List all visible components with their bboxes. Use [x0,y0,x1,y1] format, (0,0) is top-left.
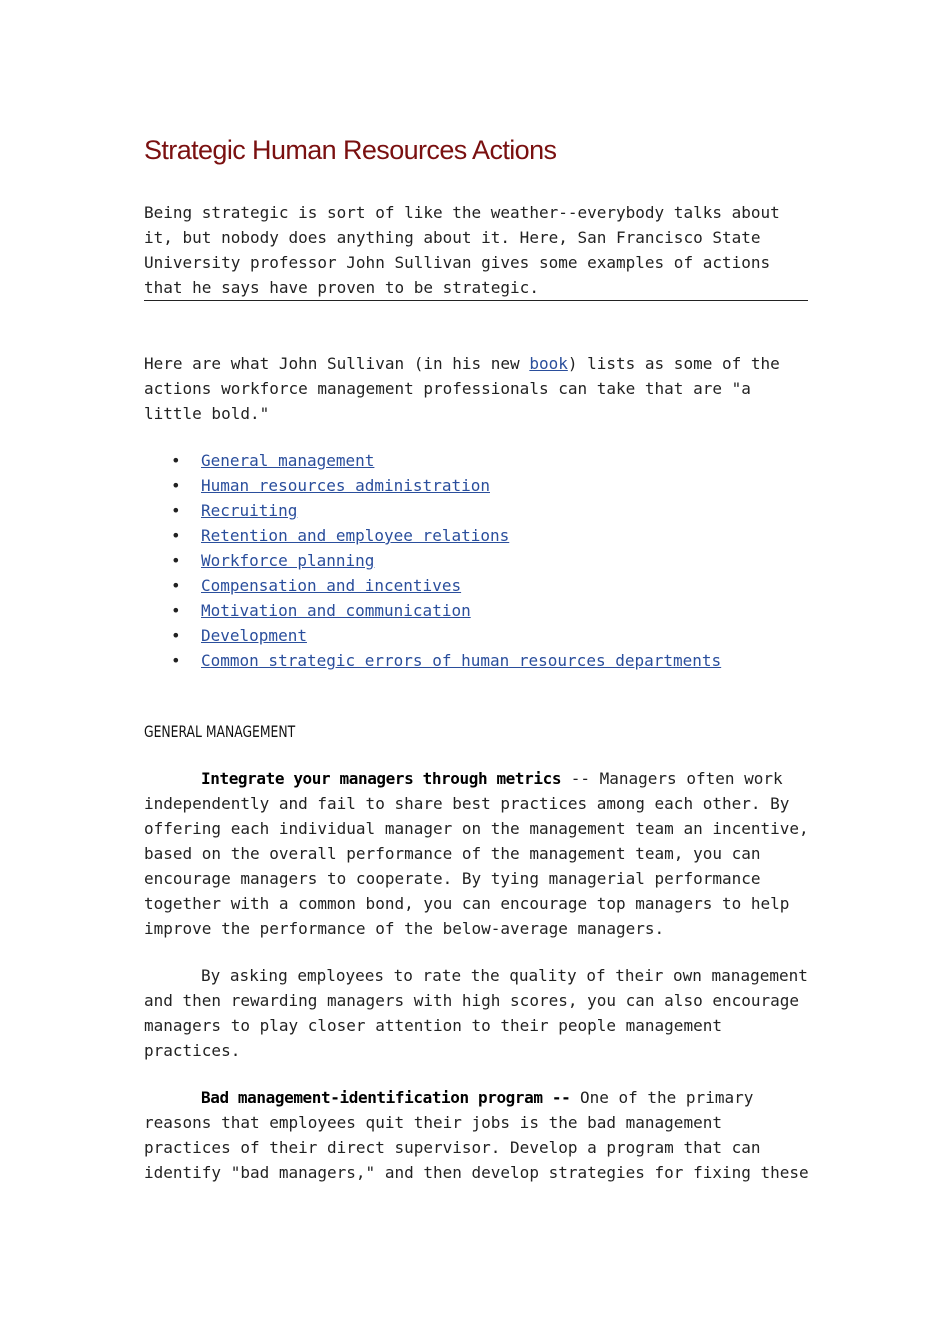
bullet-icon: • [171,476,181,495]
paragraph-line: practices. [144,1041,241,1060]
body-paragraph [144,766,808,941]
bullet-icon: • [171,651,181,670]
toc-item [144,523,808,548]
intro-paragraph [144,200,808,301]
paragraph-line: improve the performance of the below-average managers. [144,919,665,938]
toc-link-compensation[interactable]: Compensation and incentives [201,576,462,595]
paragraph-line [144,766,808,791]
section-heading: GENERAL MANAGEMENT [144,722,296,741]
paragraph-text: -- Managers often work [561,769,783,788]
toc-item [144,598,808,623]
paragraph-line: encourage managers to cooperate. By tying managerial performance [144,869,761,888]
lead-line: actions workforce management professionals can take that are "a [144,379,751,398]
toc-link-workforce-planning[interactable]: Workforce planning [201,551,375,570]
paragraph-text: One of the primary [570,1088,754,1107]
toc-item [144,548,808,573]
toc-link-development[interactable]: Development [201,626,307,645]
bullet-icon: • [171,626,181,645]
toc-link-motivation[interactable]: Motivation and communication [201,601,471,620]
bullet-icon: • [171,551,181,570]
intro-line: it, but nobody does anything about it. Here, San Francisco State [144,228,761,247]
bullet-icon: • [171,526,181,545]
paragraph-bold-lead: Integrate your managers through metrics [201,769,562,788]
paragraph-line: identify "bad managers," and then develop strategies for fixing these [144,1163,809,1182]
toc-item [144,448,808,473]
intro-line: that he says have proven to be strategic. [144,278,539,297]
body-paragraph [144,1085,808,1185]
lead-line [144,351,808,376]
page-title: Strategic Human Resources Actions [144,135,557,165]
paragraph-line: offering each individual manager on the management team an incentive, [144,819,809,838]
lead-line: little bold." [144,404,270,423]
toc-item [144,473,808,498]
toc-item [144,498,808,523]
bullet-icon: • [171,451,181,470]
paragraph-line: practices of their direct supervisor. Develop a program that can [144,1138,761,1157]
document-page [144,132,808,1185]
toc-link-general-management[interactable]: General management [201,451,375,470]
paragraph-line: reasons that employees quit their jobs is the bad management [144,1113,722,1132]
paragraph-bold-lead: Bad management-identification program -- [201,1088,571,1107]
lead-text: Here are what John Sullivan (in his new [144,354,530,373]
toc-link-retention[interactable]: Retention and employee relations [201,526,510,545]
paragraph-line: and then rewarding managers with high scores, you can also encourage [144,991,800,1010]
toc-link-common-errors[interactable]: Common strategic errors of human resources departments [201,651,722,670]
paragraph-line [144,963,808,988]
toc-item [144,648,808,673]
table-of-contents [144,448,808,673]
paragraph-line: independently and fail to share best practices among each other. By [144,794,790,813]
intro-line: University professor John Sullivan gives some examples of actions [144,253,771,272]
intro-line: Being strategic is sort of like the weather--everybody talks about [144,203,780,222]
bullet-icon: • [171,576,181,595]
book-link[interactable]: book [529,354,568,373]
toc-item [144,573,808,598]
bullet-icon: • [171,601,181,620]
paragraph-line: managers to play closer attention to their people management [144,1016,722,1035]
paragraph-line: based on the overall performance of the management team, you can [144,844,761,863]
paragraph-text: By asking employees to rate the quality of their own management [201,966,808,985]
lead-text: ) lists as some of the [567,354,780,373]
bullet-icon: • [171,501,181,520]
body-paragraph [144,963,808,1063]
paragraph-line [144,1085,808,1110]
lead-paragraph [144,351,808,426]
paragraph-line: together with a common bond, you can encourage top managers to help [144,894,790,913]
toc-link-hr-administration[interactable]: Human resources administration [201,476,490,495]
toc-item [144,623,808,648]
toc-link-recruiting[interactable]: Recruiting [201,501,298,520]
